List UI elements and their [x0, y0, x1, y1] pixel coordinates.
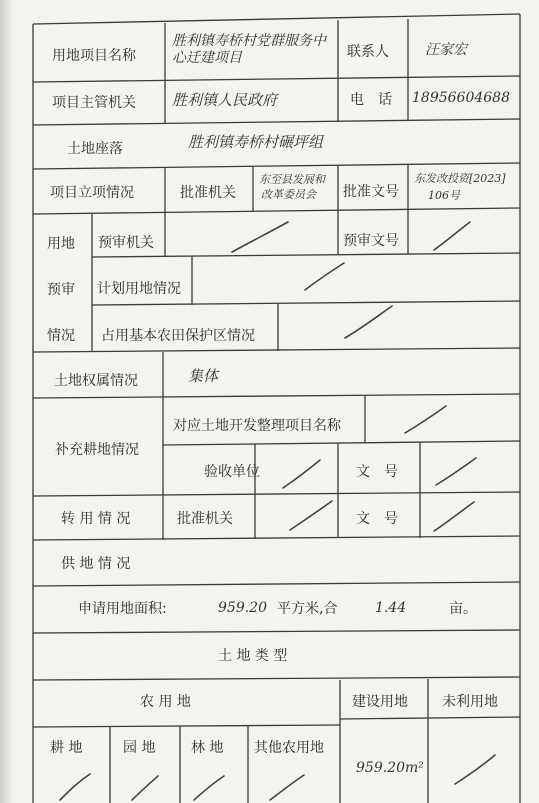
pre-review-group-line3: 情况	[47, 328, 75, 344]
approval-agency-line2: 改革委员会	[261, 188, 316, 201]
area-prefix: 申请用地面积:	[78, 601, 167, 617]
approval-doc-line1: 东发改投资[2023]	[414, 172, 506, 185]
ownership-value: 集体	[188, 367, 219, 385]
approval-doc-line2: 106号	[428, 189, 460, 202]
authority-value: 胜利镇人民政府	[172, 91, 278, 109]
garden-land-label: 园 地	[123, 740, 156, 756]
other-agri-land-label: 其他农用地	[254, 740, 324, 756]
unused-land-label: 未利用地	[442, 694, 498, 710]
area-unit-sqm: 平方米,合	[277, 601, 338, 617]
agri-land-label: 农 用 地	[140, 694, 191, 710]
pre-review-group-line1: 用地	[47, 236, 75, 252]
approval-label: 项目立项情况	[50, 185, 134, 201]
plan-land-label: 计划用地情况	[97, 281, 181, 297]
authority-label: 项目主管机关	[52, 95, 136, 111]
project-name-label: 用地项目名称	[52, 48, 136, 64]
supplement-label: 补充耕地情况	[55, 442, 139, 458]
forest-land-label: 林 地	[191, 740, 224, 756]
pre-review-agency-label: 预审机关	[98, 235, 154, 251]
project-name-value-line2: 心迁建项目	[172, 50, 242, 66]
area-mu-value: 1.44	[375, 600, 407, 616]
contact-label: 联系人	[347, 44, 389, 60]
supplement-project-label: 对应土地开发整理项目名称	[173, 418, 341, 434]
construction-land-label: 建设用地	[352, 694, 408, 710]
supplement-doc-label: 文 号	[356, 464, 398, 480]
approval-doc-label: 批准文号	[343, 184, 399, 200]
approval-agency-label: 批准机关	[180, 185, 236, 201]
farmland-protection-label: 占用基本农田保护区情况	[101, 328, 255, 344]
land-type-label: 土 地 类 型	[218, 648, 288, 664]
conversion-doc-label: 文 号	[356, 511, 398, 527]
supply-label: 供 地 情 况	[61, 556, 131, 572]
phone-label: 电 话	[350, 92, 392, 108]
pre-review-doc-label: 预审文号	[343, 233, 399, 249]
approval-agency-line1: 东至县发展和	[259, 173, 325, 186]
conversion-agency-label: 批准机关	[177, 511, 233, 527]
area-sqm-value: 959.20	[218, 600, 267, 616]
cultivated-land-label: 耕 地	[50, 740, 83, 756]
phone-value: 18956604688	[412, 90, 510, 106]
construction-land-value: 959.20m²	[356, 760, 424, 776]
location-value: 胜利镇寿桥村碾坪组	[188, 133, 324, 151]
conversion-label: 转 用 情 况	[61, 511, 131, 527]
contact-value: 汪家宏	[425, 42, 467, 58]
ownership-label: 土地权属情况	[54, 373, 138, 389]
project-name-value-line1: 胜利镇寿桥村党群服务中	[172, 33, 326, 49]
location-label: 土地座落	[67, 141, 123, 157]
acceptance-unit-label: 验收单位	[204, 464, 260, 480]
pre-review-group-line2: 预审	[47, 282, 75, 298]
area-unit-mu: 亩。	[449, 601, 477, 617]
